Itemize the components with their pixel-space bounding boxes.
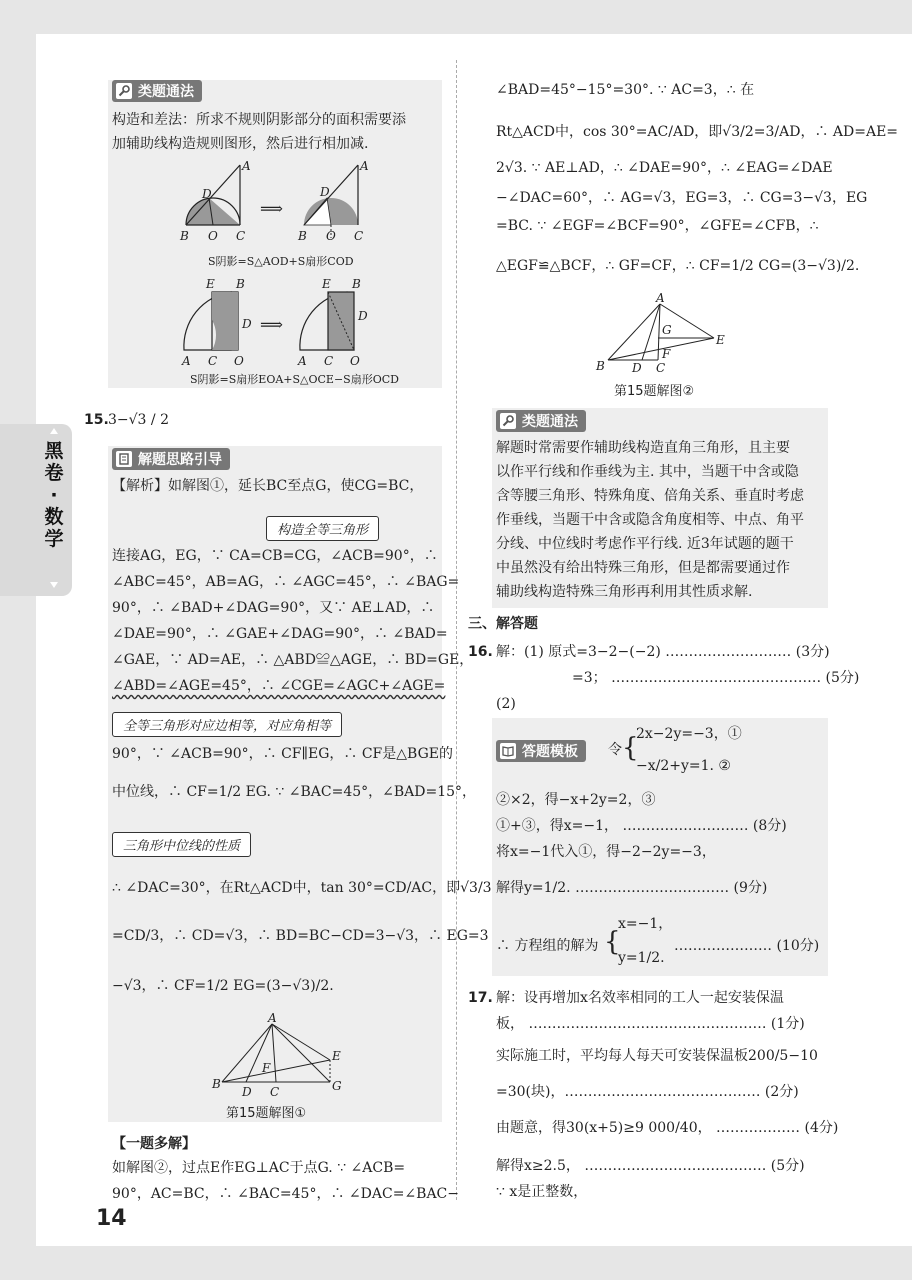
svg-text:C: C [208,354,218,368]
svg-text:G: G [662,323,672,337]
svg-text:A: A [656,291,665,305]
svg-text:B: B [212,1077,221,1091]
column-divider [456,60,457,1200]
svg-text:C: C [236,229,246,243]
q16-solution-y: y=1/2. [618,950,665,966]
svg-text:⟹: ⟹ [260,315,283,334]
tip-badge-2 [496,410,586,432]
system-eq-1: 2x−2y=−3，① [636,726,742,742]
svg-text:B: B [180,229,189,243]
formula-1: S阴影=S△AOD+S扇形COD [208,255,354,268]
svg-text:B: B [352,277,361,291]
svg-text:B: B [236,277,245,291]
system-label: 令 [608,742,622,758]
svg-text:D: D [202,187,212,201]
multi-line-2: 90°，AC=BC，∴ ∠BAC=45°，∴ ∠DAC=∠BAC− [112,1186,459,1202]
q17-line-5: 由题意，得30(x+5)≥9 000/40， ……………… (4分) [496,1120,839,1136]
multi-solution-title: 【一题多解】 [112,1136,196,1152]
section-3-title: 三、解答题 [468,616,538,632]
document-icon [116,451,132,467]
svg-text:D: D [358,309,368,323]
solution-badge [112,448,230,470]
sol-line-5: ∠DAE=90°，∴ ∠GAE+∠DAG=90°，∴ ∠BAD= [112,626,448,642]
svg-text:B: B [298,229,307,243]
multi-line-1: 如解图②，过点E作EG⊥AC于点G. ∵ ∠ACB= [112,1160,406,1176]
r-line-5: =BC. ∵ ∠EGF=∠BCF=90°，∠GFE=∠CFB，∴ [496,218,819,234]
q16-line-5: ①+③，得x=−1， ……………………… (8分) [496,818,787,834]
sol-line-1: 【解析】如解图①，延长BC至点G，使CG=BC， [112,478,424,494]
svg-text:C: C [270,1085,280,1099]
q16-line-8-post: ………………… (10分) [674,938,820,954]
r-line-6: △EGF≌△BCF，∴ GF=CF，∴ CF=1/2 CG=(3−√3)/2. [496,258,860,274]
q15-number: 15. [84,412,109,428]
svg-text:C: C [354,229,364,243]
system-eq-2: −x/2+y=1. ② [636,758,731,774]
tip1-line1: 构造和差法：所求不规则阴影部分的面积需要添 [112,112,406,128]
svg-text:B: B [596,359,605,373]
q16-line-7: 解得y=1/2. …………………………… (9分) [496,880,768,896]
formula-2: S阴影=S扇形EOA+S△OCE−S扇形OCD [190,373,399,386]
sol-line-2: 连接AG，EG，∵ CA=CB=CG，∠ACB=90°，∴ [112,548,438,564]
annotation-congruent: 构造全等三角形 [266,516,379,541]
sol-line-3: ∠ABC=45°，AB=AG，∴ ∠AGC=45°，∴ ∠BAG= [112,574,460,590]
wrench-icon [500,413,516,429]
figure-15-2-caption: 第15题解图② [614,384,695,399]
q16-line-1: 解：(1) 原式=3−2−(−2) ……………………… (3分) [496,644,830,660]
q17-line-2: 板， …………………………………………… (1分) [496,1016,805,1032]
sol-line-7: ∠ABD=∠AGE=45°，∴ ∠CGE=∠AGC+∠AGE= [112,678,446,694]
tip2-line-7: 辅助线构造特殊三角形再利用其性质求解. [496,584,753,600]
book-icon [500,743,516,759]
svg-text:O: O [350,354,360,368]
q17-line-7: ∵ x是正整数， [496,1184,588,1200]
svg-text:O: O [234,354,244,368]
q17-number: 17. [468,990,493,1006]
sol-line-6: ∠GAE，∵ AD=AE，∴ △ABD≌△AGE，∴ BD=GE， [112,652,474,668]
svg-text:E: E [322,277,331,291]
svg-text:C: C [656,361,666,375]
brace-2: { [604,927,621,957]
q16-number: 16. [468,644,493,660]
tip-badge-1-label: 类题通法 [138,84,194,100]
tip2-line-1: 解题时常需要作辅助线构造直角三角形，且主要 [496,440,790,456]
tip2-line-4: 作垂线，当题干中含或隐含角度相等、中点、角平 [496,512,804,528]
svg-text:D: D [242,1085,252,1099]
q16-line-8-pre: ∴ 方程组的解为 [496,938,599,954]
svg-text:F: F [662,347,671,361]
sol-line-4: 90°，∴ ∠BAD+∠DAG=90°，又∵ AE⊥AD，∴ [112,600,435,616]
figure-15-1-caption: 第15题解图① [226,1106,307,1121]
svg-text:⟹: ⟹ [260,199,283,218]
q16-line-3: (2) [496,696,516,712]
svg-text:E: E [716,333,725,347]
tip2-line-2: 以作平行线和作垂线为主. 其中，当题干中含或隐 [496,464,799,480]
svg-text:O: O [326,229,336,243]
triangle-down-icon [50,582,58,588]
tip1-line2: 加辅助线构造规则图形，然后进行相加减. [112,136,369,152]
sol-line-10: ∴ ∠DAC=30°，在Rt△ACD中，tan 30°=CD/AC，即√3/3 [112,880,492,896]
annotation-corresponding: 全等三角形对应边相等，对应角相等 [112,712,342,737]
svg-text:E: E [332,1049,341,1063]
r-line-2: Rt△ACD中，cos 30°=AC/AD，即√3/2=3/AD，∴ AD=AE= [496,124,899,140]
tip-badge-1 [112,80,202,102]
q17-line-6: 解得x≥2.5， ………………………………… (5分) [496,1158,805,1174]
q15-answer: 3−√3 / 2 [108,412,169,428]
svg-text:G: G [332,1079,342,1093]
brace-1: { [622,733,639,763]
tip2-line-3: 含等腰三角形、特殊角度、倍角关系、垂直时考虑 [496,488,804,504]
r-line-3: 2√3. ∵ AE⊥AD，∴ ∠DAE=90°，∴ ∠EAG=∠DAE [496,160,833,176]
svg-text:A: A [360,160,369,173]
tip2-line-6: 中虽然没有给出特殊三角形，但是都需要通过作 [496,560,790,576]
template-badge-label: 答题模板 [522,744,578,760]
svg-text:A: A [242,160,251,173]
sol-line-8: 90°，∵ ∠ACB=90°，∴ CF∥EG，∴ CF是△BGE的 [112,746,453,762]
template-badge [496,740,586,762]
svg-text:F: F [262,1061,271,1075]
r-line-1: ∠BAD=45°−15°=30°. ∵ AC=3，∴ 在 [496,82,755,98]
solution-badge-label: 解题思路引导 [138,452,222,468]
q16-line-6: 将x=−1代入①，得−2−2y=−3， [496,844,716,860]
wrench-icon [116,83,132,99]
svg-text:A: A [298,354,307,368]
q17-line-1: 解：设再增加x名效率相同的工人一起安装保温 [496,990,784,1006]
figure-15-2 [590,290,740,380]
r-line-4: −∠DAC=60°，∴ AG=√3，EG=3，∴ CG=3−√3，EG [496,190,868,206]
tip2-line-5: 分线、中位线时考虑作平行线. 近3年试题的题干 [496,536,794,552]
svg-text:D: D [632,361,642,375]
svg-text:A: A [268,1011,277,1025]
svg-text:O: O [208,229,218,243]
sol-line-11: =CD/3，∴ CD=√3，∴ BD=BC−CD=3−√3，∴ EG=3 [112,928,489,944]
sol-line-12: −√3，∴ CF=1/2 EG=(3−√3)/2. [112,978,334,994]
annotation-midline: 三角形中位线的性质 [112,832,251,857]
q16-solution-x: x=−1， [618,916,673,932]
q17-line-4: =30(块)，…………………………………… (2分) [496,1084,799,1100]
q17-line-3: 实际施工时，平均每人每天可安装保温板200/5−10 [496,1048,818,1064]
tip-badge-2-label: 类题通法 [522,414,578,430]
page-number: 14 [96,1206,127,1231]
triangle-up-icon [50,428,58,434]
side-tab-label: 黑卷·数学 [44,440,64,550]
svg-text:A: A [182,354,191,368]
tip1-figures [176,160,396,388]
q16-line-4: ②×2，得−x+2y=2，③ [496,792,656,808]
sol-line-9: 中位线，∴ CF=1/2 EG. ∵ ∠BAC=45°，∠BAD=15°， [112,784,477,800]
q16-line-2: =3； ……………………………………… (5分) [572,670,860,686]
svg-text:D: D [320,185,330,199]
svg-text:C: C [324,354,334,368]
figure-15-1 [206,1010,356,1100]
svg-text:E: E [206,277,215,291]
svg-text:D: D [242,317,252,331]
